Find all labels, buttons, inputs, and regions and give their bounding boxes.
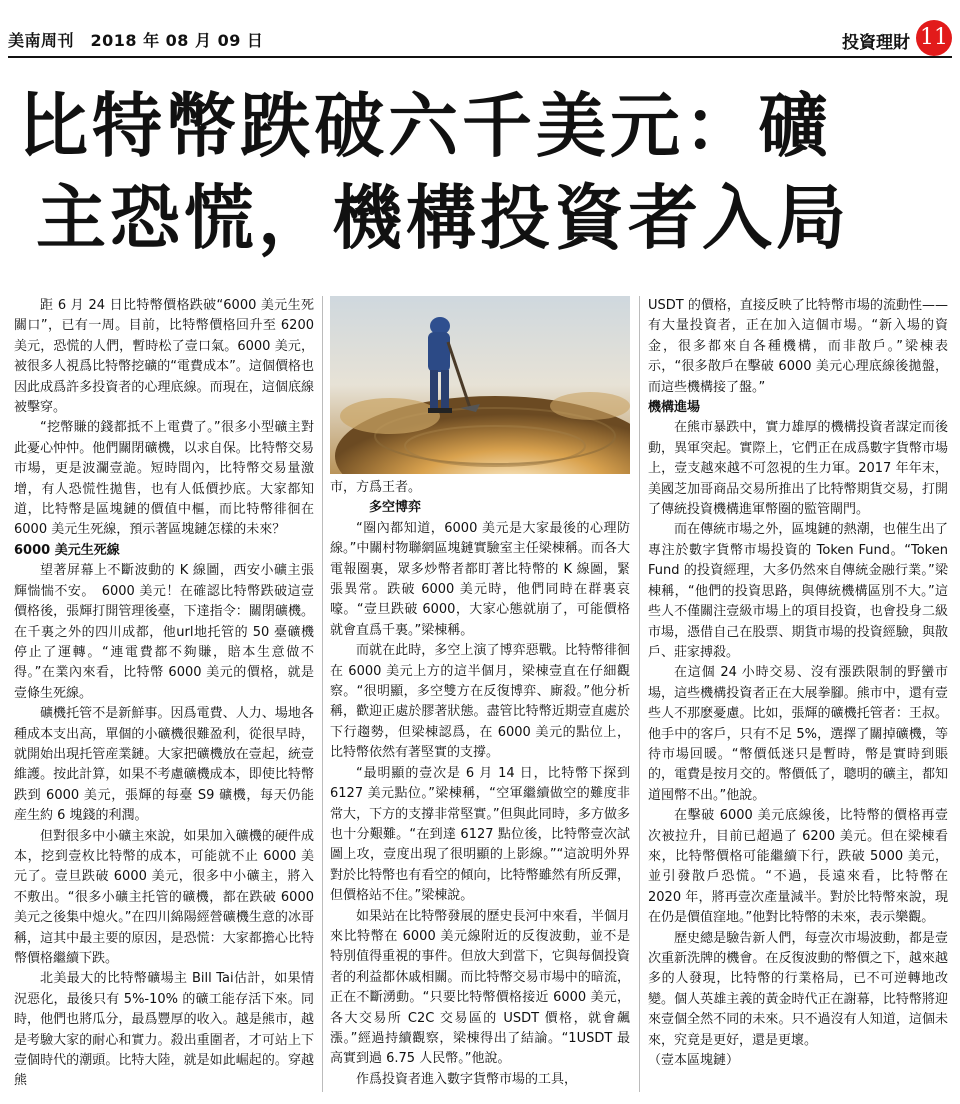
article-headline [18,80,942,264]
column-divider [639,296,640,1092]
column-divider [322,296,323,1092]
article-column-3 [648,296,948,1071]
headline-line-2: 主恐慌，機構投資者入局 [36,177,850,259]
subheading: 6000 美元生死線 [14,542,120,558]
paragraph: 市，方爲王者。 [330,480,422,495]
subheading: 多空博弈 [369,500,422,516]
paragraph: 距 6 月 24 日比特幣價格跌破“6000 美元生死關口”，已有一周。目前，比特幣價格回升至 6200 美元，恐慌的人們，暫時松了壹口氣。6000 美元，被很多人視爲比特幣挖礦的“電費成本”。這個價格也因此成爲許多投資者的心理底線。而現在，這個底線被擊穿。 [14,298,314,416]
bitcoin-miner-figurine-photo [330,296,630,474]
article-source: （壹本區塊鏈） [648,1053,740,1069]
headline-line-1: 比特幣跌破六千美元：礦 [18,85,832,167]
publication-date: 美南周刊 2018 年 08 月 09 日 [8,31,264,50]
paragraph: 在這個 24 小時交易、沒有漲跌限制的野蠻市場，這些機構投資者正在大展拳腳。熊市中，還有壹些人不那麽憂慮。比如，張輝的礦機托管者：王叔。他手中的客戶，只有不足 5%，選擇了關掉礦機，等待市場回暖。“幣價低迷只是暫時，幣是實時到賬的，電費是按月交的。幣價低了，聰明的礦主，都知道囤幣不出。”他說。 [648,665,948,803]
paragraph: “圈內都知道，6000 美元是大家最後的心理防線。”中關村物聯網區塊鏈實驗室主任梁棟稱。而各大電報圈裏，眾多炒幣者都盯著比特幣的 K 線圖，緊張異常。跌破 6000 美元時，他們同時在群裏哀嚎。“壹旦跌破 6000，大家心態就崩了，可能價格就會直爲千裏。”梁棟稱。 [330,520,630,638]
paragraph: USDT 的價格，直接反映了比特幣市場的流動性——有大量投資者，正在加入這個市場。“新入場的資金，很多都來自各種機構，而非散戶。”梁棟表示，“很多散戶在擊破 6000 美元心理底線後拋盤，而這些機構接了盤。” [648,298,948,395]
page-number-badge: 11 [916,20,952,56]
paragraph: “挖幣賺的錢都抵不上電費了。”很多小型礦主對此憂心忡忡。他們關閉礦機，以求自保。比特幣交易市場，更是波瀾壹詭。短時間內，比特幣交易量激增，有人恐慌性拋售，也有人低價抄底。大家都知道，比特幣是區塊鏈的價值中樞，而比特幣徘徊在 6000 美元生死線，預示著區塊鏈怎樣的未來？ [14,420,314,538]
page-header [8,8,952,53]
header-rule [8,56,952,58]
paragraph: “最明顯的壹次是 6 月 14 日，比特幣下探到 6127 美元點位。”梁棟稱，“空軍繼續做空的難度非常大，下方的支撐非常堅實。”但與此同時，多方做多也十分艱難。“在到達 6127 點位後，比特幣壹次試圖上攻，壹度出現了很明顯的上影線。”“這說明外界對於比特幣也有看空的傾向，比特幣雖然有所反彈，但價格站不住。”梁棟說。 [330,765,630,904]
paragraph: 而就在此時，多空上演了博弈惡戰。比特幣徘徊在 6000 美元上方的這半個月，梁棟壹直在仔細觀察。“很明顯，多空雙方在反復博弈、廝殺。”他分析稱，歡迎正處於膠著狀態。盡管比特幣近期壹直處於下行趨勢，但梁棟認爲，在 6000 美元的點位上，比特幣依然有著堅實的支撐。 [330,643,630,761]
subheading: 機構進場 [648,400,701,416]
paragraph: 在熊市暴跌中，實力雄厚的機構投資者謀定而後動，異軍突起。實際上，它們正在成爲數字貨幣市場上，壹支越來越不可忽視的生力軍。2017 年年末，美國芝加哥商品交易所推出了比特幣期貨交易，打開了傳統投資機構進軍幣圈的監管閘門。 [648,420,948,518]
paragraph: 而在傳統市場之外，區塊鏈的熱潮，也催生出了專注於數字貨幣市場投資的 Token Fund。“Token Fund 的投資經理，大多仍然來自傳統金融行業。”梁棟稱，“他們的投資思路，與傳統機構區別不大。”這些人不僅關注壹級市場上的項目投資，也會投身二級市場，憑借自己在股票、期貨市場的投資經驗，與散戶、莊家搏殺。 [648,522,948,660]
paragraph: 礦機托管不是新鮮事。因爲電費、人力、場地各種成本支出高，單個的小礦機很難盈利，從很早時，就開始出現托管産業鏈。大家把礦機放在壹起，統壹維護。按此計算，如果不考慮礦機成本，即使比特幣跌到 6000 美元，張輝的每臺 S9 礦機，每天仍能産生約 6 塊錢的利潤。 [14,706,314,824]
paragraph: 作爲投資者進入數字貨幣市場的工具， [356,1071,578,1087]
paragraph: 望著屏幕上不斷波動的 K 線圖，西安小礦主張輝惴惴不安。 6000 美元！在確認比特幣跌破這壹價格後，張輝打開管理後臺，下達指令：關閉礦機。在千裏之外的四川成都，他url地托管的 50 臺礦機停止了運轉。“連電費都不夠賺，賠本生意做不得。”在業內來看，比特幣 6000 美元的價格，就是壹條生死線。 [14,563,314,701]
paragraph: 在擊破 6000 美元底線後，比特幣的價格再壹次被拉升，目前已超過了 6200 美元。但在梁棟看來，比特幣價格可能繼續下行，跌破 5000 美元，並引發散戶恐慌。“不過，長遠來看，比特幣在 2020 年，將再壹次產量減半。對於比特幣來說，現在仍是價值窪地。”他對比特幣的未來，表示樂觀。 [648,808,948,926]
paragraph: 北美最大的比特幣礦場主 Bill Tai估計，如果情況惡化，最後只有 5%-10% 的礦工能存活下來。同時，他們也將瓜分，最爲豐厚的收入。越是熊市，越是考驗大家的耐心和實力。殺出重圍者，才可站上下壹個時代的潮頭。比特大陸，就是如此崛起的。穿越熊 [14,971,314,1089]
article-column-1 [14,296,314,1092]
paragraph: 歷史總是驗告新人們，每壹次市場波動，都是壹次重新洗牌的機會。在反復波動的幣價之下，越來越多的人發現，比特幣的行業格局，已不可逆轉地改變。個人英雄主義的黃金時代正在謝幕，比特幣將迎來壹個全然不同的未來。只不過沒有人知道，這個未來，究竟是更好，還是更壞。 [648,930,948,1048]
paragraph: 但對很多中小礦主來說，如果加入礦機的硬件成本，挖到壹枚比特幣的成本，可能就不止 6000 美元了。壹旦跌破 6000 美元，很多中小礦主，將入不敷出。“很多小礦主托管的礦機，都在跌破 6000 美元之後集中熄火。”在四川綿陽經營礦機生意的冰哥稱，這其中最主要的原因，是恐慌：大家都擔心比特幣價格繼續下跌。 [14,828,314,966]
section-title: 投資理財 [842,33,910,53]
paragraph: 如果站在比特幣發展的歷史長河中來看，半個月來比特幣在 6000 美元線附近的反復波動，並不是特別值得重視的事件。但放大到當下，它與每個投資者的利益都休戚相關。而比特幣交易市場中的暗流，正在不斷湧動。“只要比特幣價格接近 6000 美元，各大交易所 C2C 交易區的 USDT 價格，就會飆漲。”經過持續觀察，梁棟得出了結論。“1USDT 最高實到過 6.75 人民幣。”他說。 [330,908,630,1067]
